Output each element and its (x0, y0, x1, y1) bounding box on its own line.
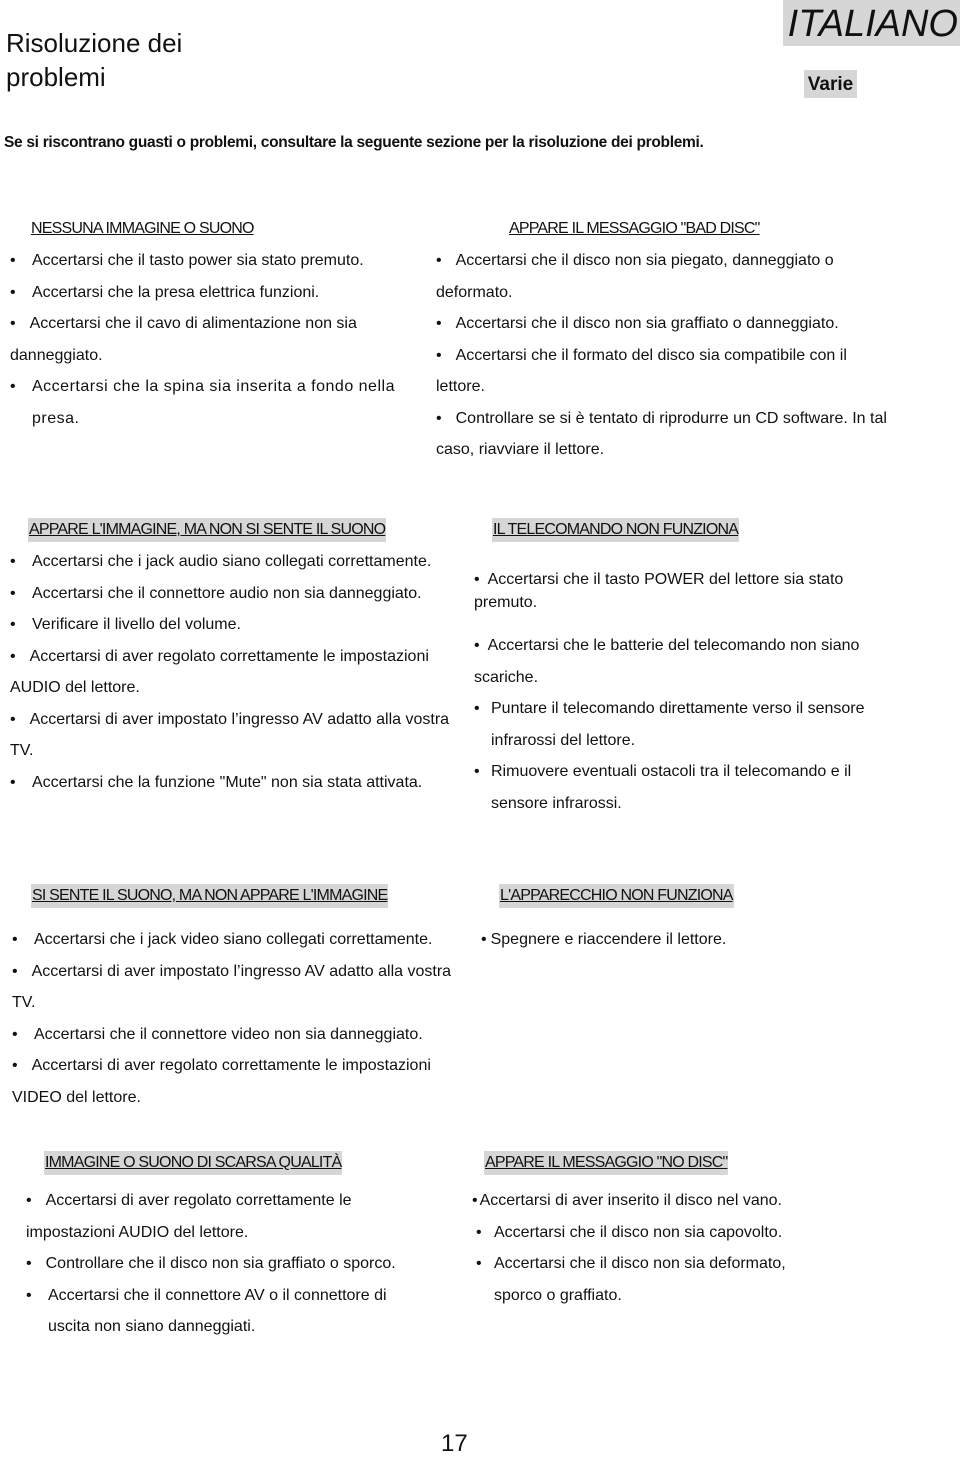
section-heading: APPARE L'IMMAGINE, MA NON SI SENTE IL SUONO (28, 518, 386, 542)
section-no-image-sound (10, 213, 400, 434)
list-item: • Accertarsi che il disco non sia piegato, danneggiato o deformato. (436, 252, 834, 301)
list-item: • Accertarsi che il disco non sia capovolto. (476, 1223, 783, 1241)
intro-text: Se si riscontrano guasti o problemi, consultare la seguente sezione per la risoluzione dei problemi. (4, 134, 704, 151)
list-item: • Accertarsi che il disco non sia graffiato o danneggiato. (436, 315, 839, 332)
section-heading: SI SENTE IL SUONO, MA NON APPARE L'IMMAGINE (31, 884, 388, 908)
list-item: • Accertarsi che il connettore audio non sia danneggiato. (10, 584, 422, 602)
language-label: ITALIANO (783, 0, 960, 46)
list-item: • Accertarsi di aver regolato correttamente le impostazioni AUDIO del lettore. (26, 1192, 352, 1241)
page-title: Risoluzione dei problemi (6, 28, 183, 92)
list-item: • Accertarsi che i jack video siano collegati correttamente. (12, 931, 433, 948)
section-no-disc (472, 1147, 832, 1311)
list-item: • Accertarsi di aver impostato l’ingresso AV adatto alla vostra TV. (10, 710, 450, 759)
section-device (481, 880, 881, 956)
list-item: • Accertarsi che il connettore AV o il connettore di uscita non siano danneggiati. (26, 1286, 387, 1335)
list-item: • Spegnere e riaccendere il lettore. (481, 931, 727, 948)
section-heading: L'APPARECCHIO NON FUNZIONA (499, 884, 734, 908)
section-heading: IL TELECOMANDO NON FUNZIONA (492, 518, 739, 542)
section-remote (474, 514, 874, 819)
section-heading: APPARE IL MESSAGGIO "BAD DISC" (509, 220, 760, 237)
list-item: • Accertarsi che il disco non sia deformato, sporco o graffiato. (476, 1255, 786, 1304)
list-item: • Accertarsi che le batterie del telecomando non siano scariche. (474, 637, 860, 686)
list-item: • Accertarsi che il tasto POWER del lettore sia stato premuto. (474, 571, 844, 611)
list-item: • Accertarsi di aver regolato correttamente le impostazioni AUDIO del lettore. (10, 647, 429, 696)
list-item: • Accertarsi che il connettore video non sia danneggiato. (12, 1025, 423, 1043)
list-item: • Accertarsi che il cavo di alimentazione non sia danneggiato. (10, 315, 357, 364)
list-item: • Rimuovere eventuali ostacoli tra il telecomando e il sensore infrarossi. (474, 763, 852, 812)
list-item: • Controllare che il disco non sia graffiato o sporco. (26, 1255, 396, 1272)
list-item: • Accertarsi di aver regolato correttamente le impostazioni VIDEO del lettore. (12, 1057, 431, 1106)
section-heading: IMMAGINE O SUONO DI SCARSA QUALITÀ (44, 1151, 342, 1175)
list-item: • Accertarsi che il tasto power sia stato premuto. (10, 252, 364, 269)
section-sound-no-image (12, 880, 457, 1113)
section-image-no-sound (10, 514, 450, 798)
list-item: • Accertarsi di aver inserito il disco nel vano. (472, 1192, 782, 1209)
section-bad-disc (436, 213, 891, 466)
list-item: • Puntare il telecomando direttamente verso il sensore infrarossi del lettore. (474, 700, 865, 749)
list-item: • Verificare il livello del volume. (10, 616, 241, 633)
page-number: 17 (441, 1430, 468, 1457)
list-item: • Accertarsi che i jack audio siano collegati correttamente. (10, 553, 432, 570)
section-label: Varie (804, 70, 857, 98)
section-poor-quality (26, 1147, 406, 1343)
section-heading: APPARE IL MESSAGGIO "NO DISC" (484, 1151, 728, 1175)
list-item: • Controllare se si è tentato di riprodurre un CD software. In tal caso, riavviare il lettore. (436, 409, 887, 458)
list-item: • Accertarsi di aver impostato l’ingresso AV adatto alla vostra TV. (12, 962, 452, 1011)
section-heading: NESSUNA IMMAGINE O SUONO (31, 220, 254, 237)
list-item: • Accertarsi che il formato del disco sia compatibile con il lettore. (436, 346, 847, 395)
list-item: • Accertarsi che la funzione "Mute" non sia stata attivata. (10, 773, 423, 791)
list-item: • Accertarsi che la spina sia inserita a fondo nella presa. (10, 378, 395, 427)
list-item: • Accertarsi che la presa elettrica funzioni. (10, 283, 320, 301)
